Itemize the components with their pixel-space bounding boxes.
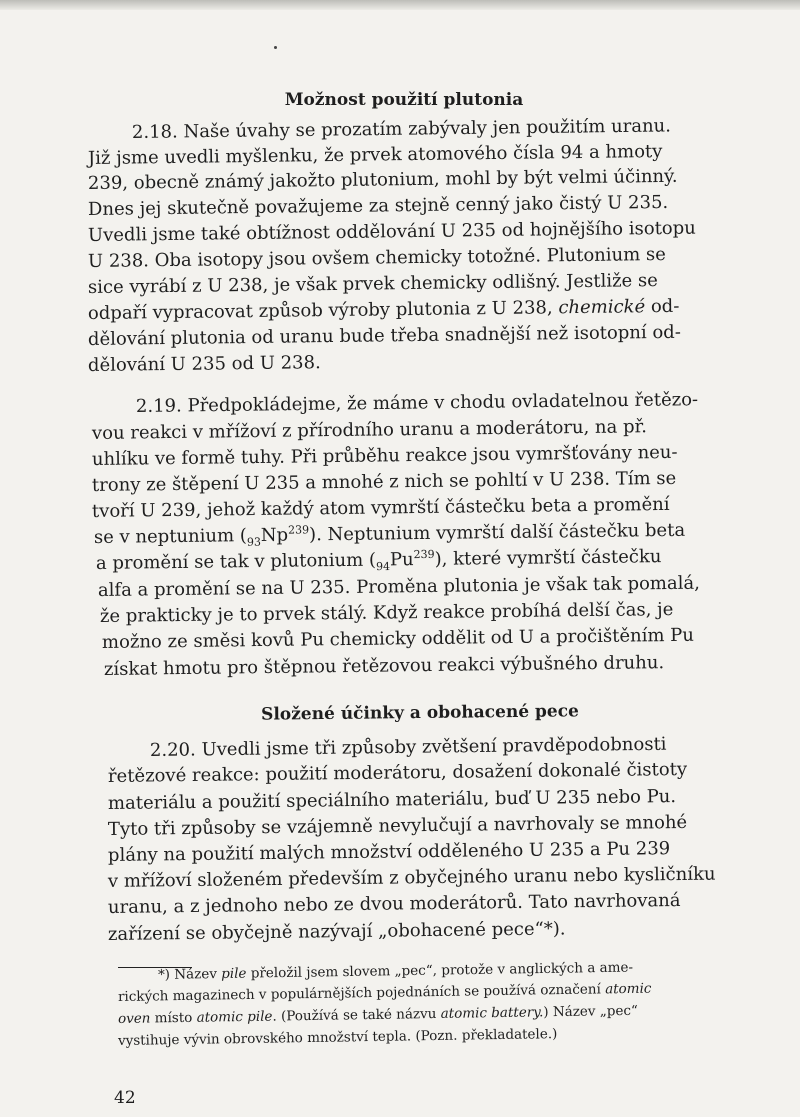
text-line: U 238. Oba isotopy jsou ovšem chemicky totožné. Plutonium se xyxy=(87,243,666,272)
text-line: alfa a promění se na U 235. Proměna plutonia je však tak pomalá, xyxy=(97,572,700,601)
text-line: 2.19. Předpokládejme, že máme v chodu ovladatelnou řetězo- xyxy=(135,389,699,417)
text-line: materiálu a použití speciálního materiálu, buď U 235 nebo Pu. xyxy=(107,786,677,814)
text-line: Tyto tři způsoby se vzájemně nevylučují a navrhovaly se mnohé xyxy=(107,811,688,840)
italic-word: chemické xyxy=(558,296,646,319)
text-line: sice vyrábí z U 238, je však prvek chemicky odlišný. Jestliže se xyxy=(87,270,658,298)
text-line: uhlíku ve formě tuhy. Při průběhu reakce jsou vymršťovány neu- xyxy=(91,441,678,470)
text-line: dělování plutonia od uranu bude třeba snadnější než isotopní od- xyxy=(87,321,681,350)
text-line: plány na použití malých množství odděleného U 235 a Pu 239 xyxy=(107,838,671,866)
text-line: řetězové reakce: použití moderátoru, dosažení dokonalé čistoty xyxy=(107,758,688,787)
text-line: Již jsme uvedli myšlenku, že prvek atomového čísla 94 a hmoty xyxy=(87,140,663,169)
text-line: dělování U 235 od U 238. xyxy=(87,352,321,376)
text-line: v mřížoví složeném především z obyčejného uranu nebo kysličníku xyxy=(107,863,716,892)
text-line: zařízení se obyčejně nazývají „obohacené pece“*). xyxy=(107,918,566,945)
element-symbol: Pu xyxy=(389,549,414,571)
text-run: odpaří vypracovat způsob výroby plutonia z U 238, xyxy=(87,297,559,324)
text-line xyxy=(88,295,728,325)
text-line: trony ze štěpení U 235 a mnohé z nich se pohltí v U 238. Tím se xyxy=(91,467,677,496)
text-line: 2.20. Uvedli jsme tři způsoby zvětšení pravděpodobnosti xyxy=(149,733,667,761)
italic-word: atomic xyxy=(605,980,652,998)
scan-speck xyxy=(274,46,277,49)
footnote-line: vystihuje vývin obrovského množství tepla. (Pozn. překladatele.) xyxy=(117,1026,558,1049)
text-line xyxy=(94,519,734,549)
text-run: místo xyxy=(150,1009,197,1027)
text-line: 2.18. Naše úvahy se prozatím zabývaly jen použitím uranu. xyxy=(131,115,672,143)
text-line: vou reakci v mřížoví z přírodního uranu a moderátoru, na př. xyxy=(91,416,648,444)
text-line: získat hmotu pro štěpnou řetězovou reakci výbušného druhu. xyxy=(103,652,665,680)
text-line: Dnes jej skutečně považujeme za stejně cenný jako čistý U 235. xyxy=(87,191,669,220)
atomic-number: 94 xyxy=(375,560,391,574)
italic-word: pile xyxy=(221,965,247,983)
text-run: přeložil jsem slovem „pec“, protože v anglických a ame- xyxy=(246,959,634,982)
text-run: rických magazinech v populárnějších pojednáních se používá označení xyxy=(117,981,606,1005)
text-run: ). Neptunium vymrští další částečku beta xyxy=(308,519,686,546)
text-line: 239, obecně známý jakožto plutonium, mohl by být velmi účinný. xyxy=(87,165,678,194)
text-line: možno ze směsi kovů Pu chemicky oddělit od U a pročištěním Pu xyxy=(101,624,695,653)
text-run: *) Název xyxy=(157,966,222,983)
footnote-line xyxy=(118,1002,638,1028)
text-line: že prakticky je to prvek stálý. Když reakce probíhá delší čas, je xyxy=(99,598,674,627)
element-symbol: Np xyxy=(260,524,289,546)
text-run: od- xyxy=(645,295,680,318)
italic-word: atomic pile xyxy=(196,1008,273,1026)
text-run: . (Používá se také názvu xyxy=(272,1005,441,1025)
text-line: tvoří U 239, jehož každý atom vymrští částečku beta a promění xyxy=(91,493,670,522)
text-line: Uvedli jsme také obtížnost oddělování U 235 od hojnějšího isotopu xyxy=(87,217,696,246)
text-line: uranu, a z jednoho nebo ze dvou moderátorů. Tato navrhovaná xyxy=(107,890,681,918)
atomic-number: 93 xyxy=(246,535,262,549)
mass-number: 239 xyxy=(413,547,435,562)
page-number: 42 xyxy=(114,1088,136,1108)
text-run: ) Název „pec“ xyxy=(543,1002,638,1021)
italic-word: atomic battery. xyxy=(440,1004,544,1022)
text-run: se v neptunium ( xyxy=(93,525,247,548)
text-run: ), které vymrští částečku xyxy=(434,546,662,570)
mass-number: 239 xyxy=(287,523,310,537)
section-heading-enriched-piles: Složené účinky a obohacené pece xyxy=(261,701,579,725)
italic-word: oven xyxy=(117,1010,151,1027)
text-run: a promění se tak v plutonium ( xyxy=(95,549,377,574)
section-heading-plutonium: Možnost použití plutonia xyxy=(284,90,524,110)
scan-top-edge xyxy=(0,0,800,10)
text-line xyxy=(96,545,736,575)
